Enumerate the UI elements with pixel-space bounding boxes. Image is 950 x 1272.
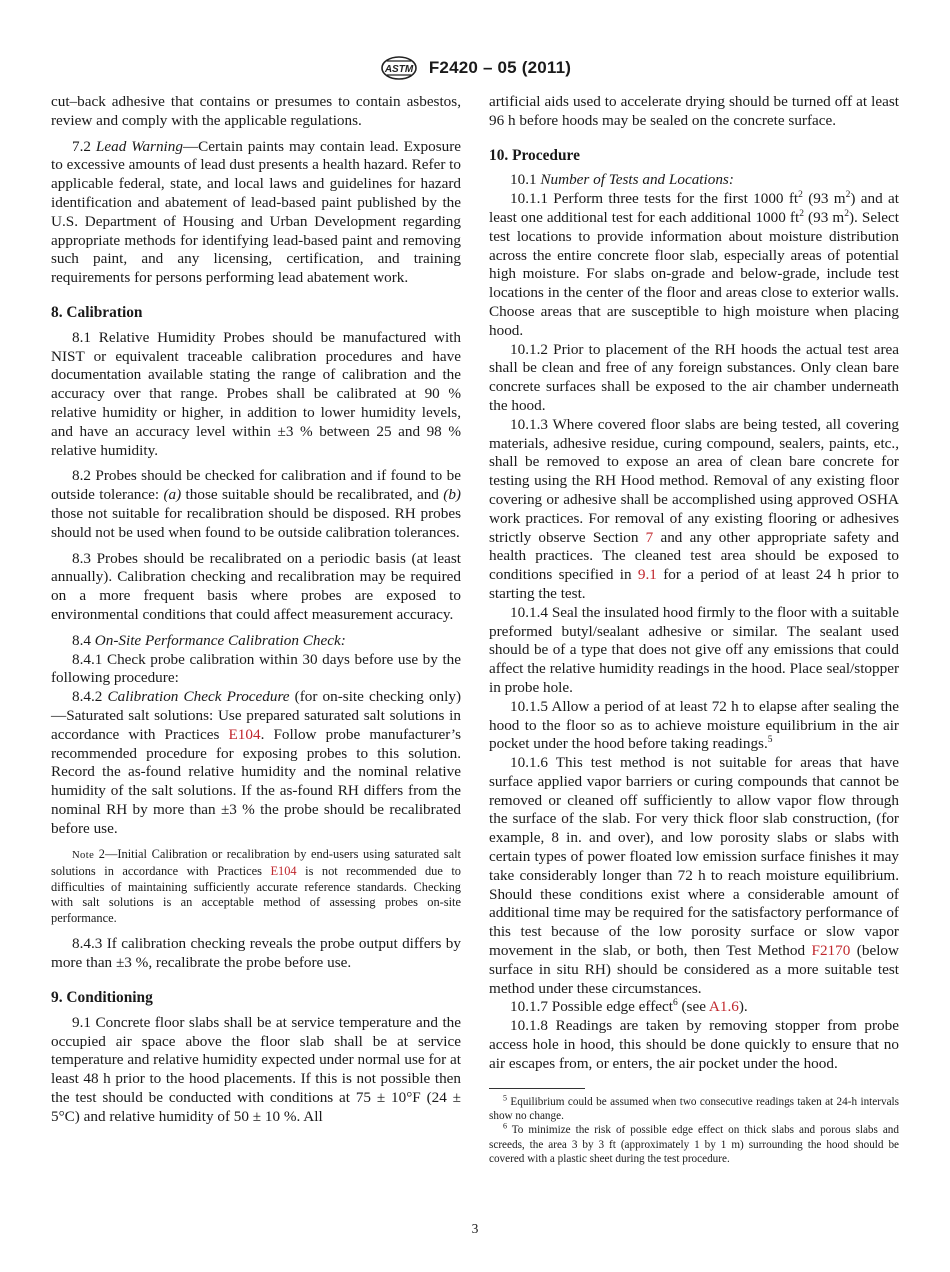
paragraph-8-4: 8.4 On-Site Performance Calibration Check: xyxy=(72,631,346,649)
left-column xyxy=(51,93,461,1127)
ref-link-section-7[interactable]: 7 xyxy=(645,528,654,546)
paragraph-8-1: 8.1 Relative Humidity Probes should be manufactured with NIST or equivalent traceable calibration procedures and have documentation available stating the range of calibration and the accuracy over that range. Probes shall be calibrated at 90 % relative humidity or higher, in addition to lower humidity levels, and have an accuracy level within ±3 % between 25 and 98 % relative humidity. xyxy=(51,328,461,459)
footnote-ref-6[interactable]: 6 xyxy=(672,998,678,1009)
footnote-5: $^5$ Equilibrium could be assumed when two consecutive readings taken at 24-h intervals show no change. xyxy=(489,1092,899,1123)
paragraph-8-4-1: 8.4.1 Check probe calibration within 30 days before use by the following procedure: xyxy=(51,650,461,687)
paragraph-10-1-2: 10.1.2 Prior to placement of the RH hoods the actual test area shall be clean and free of any foreign substances. Only clean bare concrete surfaces shall be exposed to the air chamber underneath the hood. xyxy=(489,340,899,414)
paragraph-continuation: cut–back adhesive that contains or presumes to contain asbestos, review and comply with the applicable regulations. xyxy=(51,93,461,129)
paragraph-10-1: 10.1 Number of Tests and Locations: xyxy=(510,171,734,189)
astm-logo-icon xyxy=(379,55,419,81)
right-column xyxy=(489,93,899,1167)
ref-link-f2170[interactable]: F2170 xyxy=(811,942,851,960)
paragraph-10-1-8: 10.1.8 Readings are taken by removing stopper from probe access hole in hood, this should be done quickly to ensure that no air escapes from, or enters, the air pocket under the hood. xyxy=(489,1017,899,1072)
svg-text:ASTM: ASTM xyxy=(384,64,413,75)
paragraph-7-2: 7.2 Lead Warning—Certain paints may contain lead. Exposure to excessive amounts of lead dust presents a health hazard. Refer to applicable federal, state, and local laws and guidelines for hazard identification and abatement of lead-based paint published by the U.S. Department of Housing and Urban Development regarding appropriate methods for identifying lead-based paint and removing such paint, and any licensing, certification, and training requirements for persons performing lead abatement work. xyxy=(51,137,462,287)
paragraph-10-1-6: 10.1.6 This test method is not suitable for areas that have surface applied vapor barriers or curing compounds that cannot be removed or cleaned off sufficiently to allow vapor flow through the surface of the slab. For very thick floor slab construction, (for example, 8 in. and over), and low porosity slabs or slabs with certain types of power floated low emission surface finishes it may take considerably longer than 72 h to reach moisture equilibrium. Should these conditions exist where a considerable amount of additional time may be required for the satisfactory performance of this test because of the low porosity surface or slow vapor movement in the slab, or both, then Test Method F2170 (below surface in situ RH) should be considered as a more suitable test method under these circumstances. xyxy=(489,754,899,997)
ref-link-a1-6[interactable]: A1.6 xyxy=(708,998,739,1016)
paragraph-8-3: 8.3 Probes should be recalibrated on a periodic basis (at least annually). Calibration checking and recalibration may be required on a more frequent basis where probes are exposed to environmental conditions that could affect measurement accuracy. xyxy=(51,549,461,623)
paragraph-10-1-4: 10.1.4 Seal the insulated hood firmly to the floor with a suitable preformed butyl/sealant adhesive or similar. The sealant used should be of a type that does not give off any emissions that could affect the relative humidity readings in the hood. Place seal/stopper in probe hole. xyxy=(489,603,899,696)
ref-link-9-1[interactable]: 9.1 xyxy=(637,566,657,584)
paragraph-continuation-right: artificial aids used to accelerate drying should be turned off at least 96 h before hoods may be sealed on the concrete surface. xyxy=(489,93,899,129)
note-2: Note 2—Initial Calibration or recalibration by end-users using saturated salt solutions in accordance with Practices E104 is not recommended due to difficulties of maintaining sufficiently accurate reference standards. Checking with salt solutions is an acceptable method of assessing probes on-site performance. xyxy=(51,847,462,925)
paragraph-8-4-2: 8.4.2 Calibration Check Procedure (for on-site checking only)—Saturated salt solutions: Use prepared saturated salt solutions in accordance with Practices E104. Follow probe manufacturer’s recommended procedure for exposing probes to this solution. Record the as-found relative humidity and the nominal relative humidity of the salt solutions. If the as-found RH differs from the nominal RH by more than ±3 % the probe should be recalibrated before use. xyxy=(51,688,462,837)
footnote-divider xyxy=(489,1088,585,1089)
paragraph-10-1-3: 10.1.3 Where covered floor slabs are being tested, all covering materials, adhesive residue, curing compound, sealers, paints, etc., shall be removed to expose an area of clean bare concrete for testing using the RH Hood method. Removal of any existing floor covering or adhesive shall be accomplished using approved OSHA work practices. For removal of any existing flooring or adhesives strictly observe Section 7 and any other appropriate safety and health practices. The cleaned test area should be exposed to conditions specified in 9.1 for a period of at least 24 h prior to starting the test. xyxy=(489,415,900,602)
ref-link-e104-note[interactable]: E104 xyxy=(270,864,297,879)
footnote-ref-5[interactable]: 5 xyxy=(767,735,773,746)
page-number: 3 xyxy=(471,1221,479,1236)
paragraph-8-4-3: 8.4.3 If calibration checking reveals the probe output differs by more than ±3 %, recalibrate the probe before use. xyxy=(51,935,461,972)
paragraph-8-2: 8.2 Probes should be checked for calibration and if found to be outside tolerance: (a) those suitable should be recalibrated, and (b) those not suitable for recalibration should be disposed. RH probes should not be used when found to be outside calibration tolerances. xyxy=(51,467,461,541)
paragraph-9-1: 9.1 Concrete floor slabs shall be at service temperature and the occupied air space above the floor slab shall be at service temperature and relative humidity expected under normal use for at least 48 h prior to the hood placements. If this is not possible then the test should be conducted with conditions at 75 ± 10°F (24 ± 5°C) and relative humidity of 50 ± 10 %. All xyxy=(51,1013,461,1125)
paragraph-10-1-1: 10.1.1 Perform three tests for the first 1000 $ft^2$ (93 $m^2$) and at least one additional test for each additional 1000 $ft^2$ (93 $m^2$). Select test locations to provide information about moisture distribution across the entire concrete floor slab, especially areas of potential high moisture. For slabs on-grade and below-grade, include test locations in the center of the floor and areas close to exterior walls. Choose areas that are susceptible to high moisture when placing hood. xyxy=(489,190,900,339)
footnote-6: $^6$ To minimize the risk of possible edge effect on thick slabs and porous slabs and screeds, the area 3 by 3 ft (approximately 1 by 1 m) surrounding the hood should be covered with a plastic sheet during the test procedure. xyxy=(489,1121,899,1166)
ref-link-e104[interactable]: E104 xyxy=(228,725,261,743)
paragraph-10-1-5: 10.1.5 Allow a period of at least 72 h to elapse after sealing the hood to the floor so as to achieve moisture equilibrium in the air pocket under the hood before taking readings.$^5$ xyxy=(489,697,899,753)
standard-designation: F2420 – 05 (2011) xyxy=(428,58,572,77)
paragraph-10-1-7: 10.1.7 Possible edge effect$^6$ (see A1.6). xyxy=(510,998,748,1016)
page-header xyxy=(0,55,950,81)
section-heading-9: 9. Conditioning xyxy=(51,989,153,1007)
section-heading-10: 10. Procedure xyxy=(489,146,580,164)
section-heading-8: 8. Calibration xyxy=(51,303,143,321)
